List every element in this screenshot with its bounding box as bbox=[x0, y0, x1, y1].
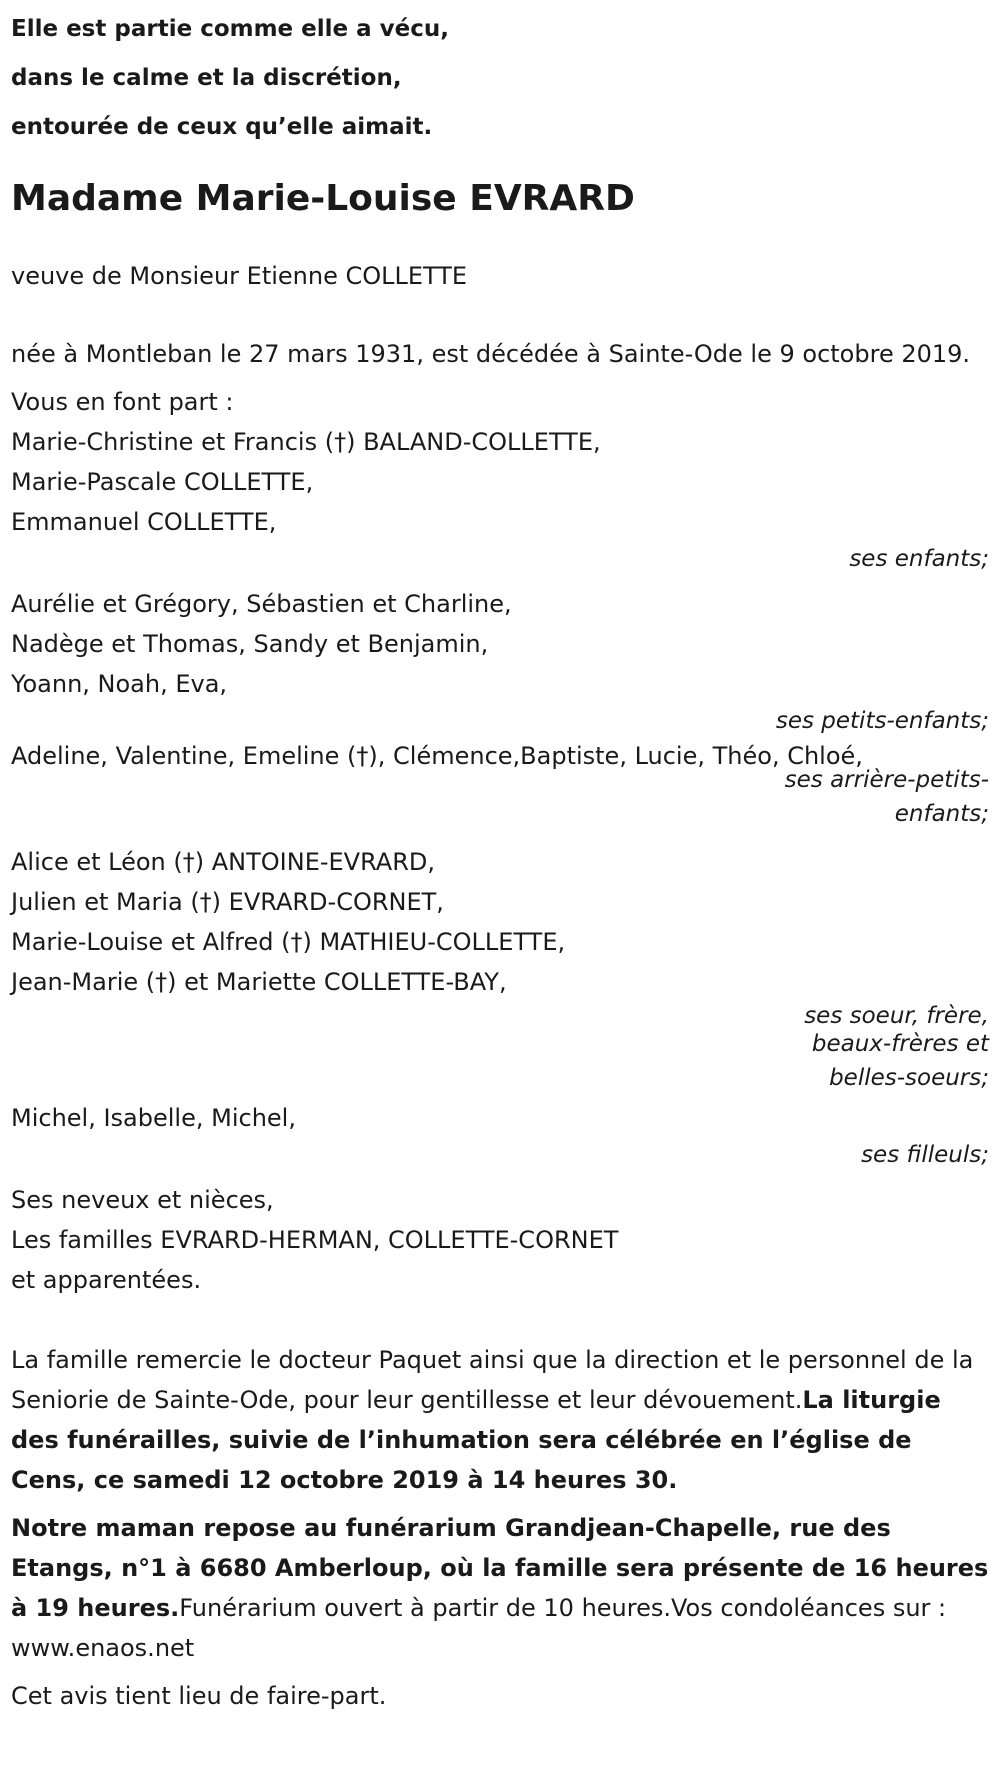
widow-line: veuve de Monsieur Etienne COLLETTE bbox=[11, 262, 468, 290]
role-line: belles-soeurs; bbox=[829, 1065, 989, 1091]
family-line: Ses neveux et nièces, bbox=[11, 1186, 274, 1214]
role-greatgrandchildren bbox=[11, 766, 989, 834]
family-line: Adeline, Valentine, Emeline (†), Clémence,Baptiste, Lucie, Théo, Chloé, bbox=[11, 742, 863, 770]
others-section bbox=[11, 1180, 989, 1300]
grandchildren-section bbox=[11, 584, 989, 704]
hours-text: Funérarium ouvert à partir de 10 heures.Vos condoléances sur : www.enaos.net bbox=[11, 1594, 947, 1662]
family-line: Aurélie et Grégory, Sébastien et Charline, bbox=[11, 590, 512, 618]
rest-paragraph bbox=[11, 1508, 989, 1668]
family-line: Yoann, Noah, Eva, bbox=[11, 670, 228, 698]
family-line: Jean-Marie (†) et Mariette COLLETTE-BAY, bbox=[11, 968, 507, 996]
rest-text: Notre maman repose au funérarium Grandjean-Chapelle, rue des Etangs, n°1 à 6680 Amberloup, où la famille sera présente de 16 heures à 19 heures. bbox=[11, 1514, 989, 1622]
intro-line: Elle est partie comme elle a vécu, bbox=[11, 16, 449, 42]
family-line: Marie-Christine et Francis (†) BALAND-COLLETTE, bbox=[11, 428, 601, 456]
intro-line: dans le calme et la discrétion, bbox=[11, 65, 402, 91]
obituary-notice bbox=[11, 0, 989, 1716]
siblings-section bbox=[11, 842, 989, 1002]
role-siblings bbox=[11, 1002, 989, 1098]
children-section bbox=[11, 382, 989, 542]
intro-line: entourée de ceux qu’elle aimait. bbox=[11, 114, 433, 140]
family-line: et apparentées. bbox=[11, 1266, 202, 1294]
family-line: Nadège et Thomas, Sandy et Benjamin, bbox=[11, 630, 489, 658]
role-line: ses soeur, frère, bbox=[804, 1003, 989, 1029]
intro-quote bbox=[11, 5, 989, 152]
announce-line: Vous en font part : bbox=[11, 388, 234, 416]
role-godchildren: ses filleuls; bbox=[861, 1142, 989, 1168]
role-line: ses arrière-petits- bbox=[784, 767, 989, 793]
family-line: Alice et Léon (†) ANTOINE-EVRARD, bbox=[11, 848, 436, 876]
closing-line: Cet avis tient lieu de faire-part. bbox=[11, 1682, 387, 1710]
family-line: Marie-Pascale COLLETTE, bbox=[11, 468, 314, 496]
family-line: Michel, Isabelle, Michel, bbox=[11, 1104, 296, 1132]
family-line: Marie-Louise et Alfred (†) MATHIEU-COLLETTE, bbox=[11, 928, 566, 956]
thanks-text: La famille remercie le docteur Paquet ainsi que la direction et le personnel de la Seniorie de Sainte-Ode, pour leur gentillesse et leur dévouement. bbox=[11, 1346, 974, 1414]
family-line: Julien et Maria (†) EVRARD-CORNET, bbox=[11, 888, 444, 916]
family-line: Les familles EVRARD-HERMAN, COLLETTE-CORNET bbox=[11, 1226, 619, 1254]
deceased-name: Madame Marie-Louise EVRARD bbox=[11, 178, 635, 219]
role-children: ses enfants; bbox=[849, 546, 989, 572]
role-line: enfants; bbox=[894, 801, 989, 827]
funeral-text: La liturgie des funérailles, suivie de l’inhumation sera célébrée en l’église de Cens, ce samedi 12 octobre 2019 à 14 heures 30. bbox=[11, 1386, 941, 1494]
birth-death-line: née à Montleban le 27 mars 1931, est décédée à Sainte-Ode le 9 octobre 2019. bbox=[11, 340, 971, 368]
family-line: Emmanuel COLLETTE, bbox=[11, 508, 277, 536]
role-line: beaux-frères et bbox=[811, 1031, 989, 1057]
role-grandchildren: ses petits-enfants; bbox=[775, 708, 989, 734]
godchildren-section bbox=[11, 1098, 989, 1138]
thanks-paragraph bbox=[11, 1340, 989, 1500]
